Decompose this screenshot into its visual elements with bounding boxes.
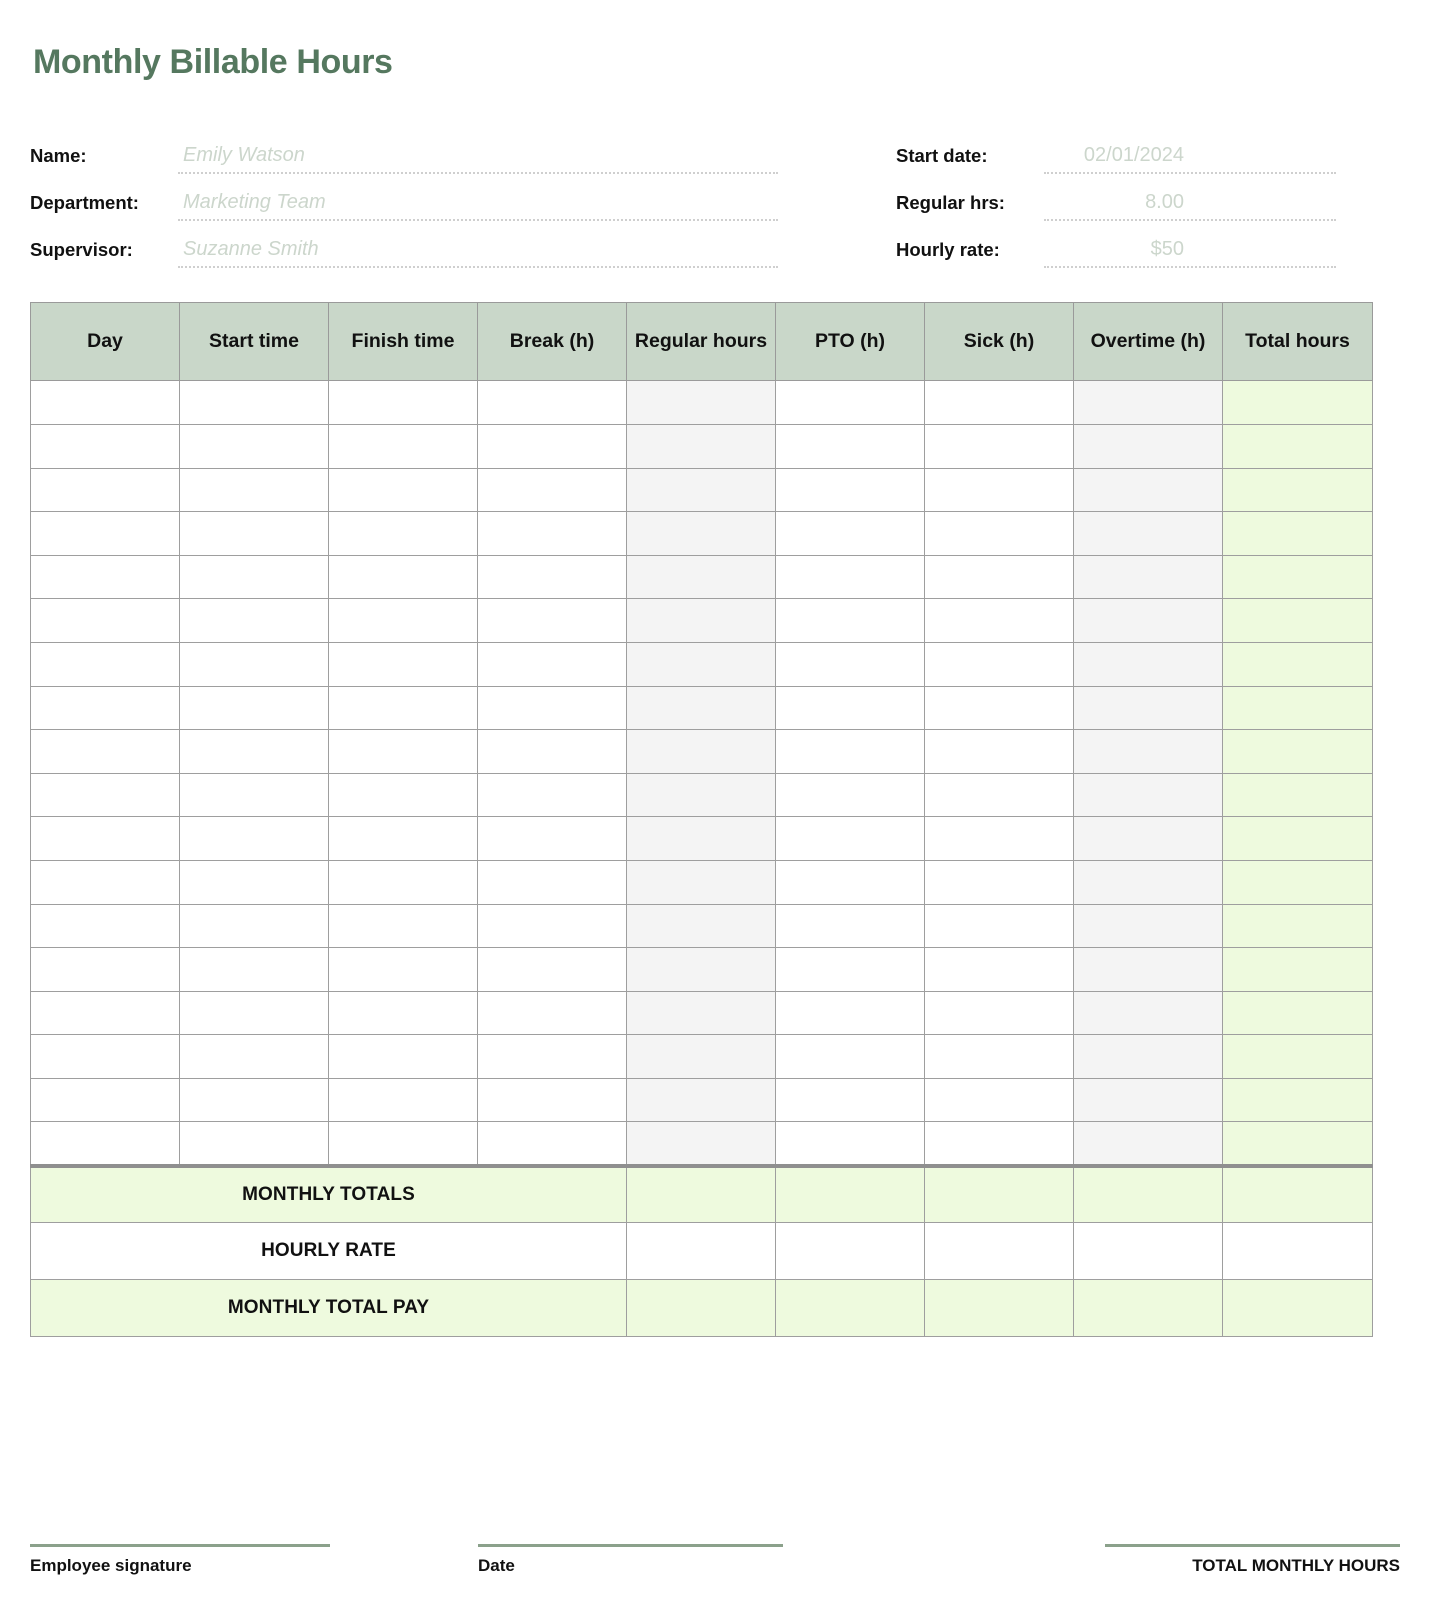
cell-finish-time[interactable] [329,599,478,643]
cell-overtime[interactable] [1074,642,1223,686]
summary-value-hourly-rate-sick[interactable] [925,1223,1074,1280]
cell-start-time[interactable] [180,860,329,904]
field-regular-hrs-label: Regular hrs: [896,192,1005,214]
cell-overtime[interactable] [1074,424,1223,468]
table-row [31,381,1373,425]
cell-day[interactable] [31,424,180,468]
cell-sick[interactable] [925,904,1074,948]
cell-break[interactable] [478,773,627,817]
employee-signature-block[interactable] [30,1544,330,1576]
table-row [31,904,1373,948]
table-row [31,730,1373,774]
table-row [31,948,1373,992]
cell-regular-hours[interactable] [627,817,776,861]
cell-overtime[interactable] [1074,1078,1223,1122]
summary-value-monthly-totals-total-hours[interactable] [1223,1166,1373,1223]
cell-day[interactable] [31,860,180,904]
field-supervisor-slot[interactable] [178,238,778,268]
cell-pto[interactable] [776,599,925,643]
cell-overtime[interactable] [1074,991,1223,1035]
cell-sick[interactable] [925,860,1074,904]
cell-day[interactable] [31,599,180,643]
cell-finish-time[interactable] [329,948,478,992]
employee-info-left-column [30,127,778,268]
summary-value-hourly-rate-total-hours[interactable] [1223,1223,1373,1280]
cell-break[interactable] [478,1078,627,1122]
cell-total-hours[interactable] [1223,1078,1373,1122]
field-regular-hrs-input[interactable]: 8.00 [1145,191,1184,214]
cell-break[interactable] [478,860,627,904]
field-department-slot[interactable] [178,191,778,221]
cell-sick[interactable] [925,512,1074,556]
cell-total-hours[interactable] [1223,642,1373,686]
cell-regular-hours[interactable] [627,1122,776,1166]
table-row [31,424,1373,468]
cell-start-time[interactable] [180,599,329,643]
summary-value-monthly-totals-sick[interactable] [925,1166,1074,1223]
employee-info-right-column [896,127,1336,268]
cell-finish-time[interactable] [329,773,478,817]
table-row [31,860,1373,904]
cell-sick[interactable] [925,773,1074,817]
field-hourly-rate-slot[interactable] [1044,238,1336,268]
cell-break[interactable] [478,1122,627,1166]
cell-break[interactable] [478,424,627,468]
cell-start-time[interactable] [180,555,329,599]
field-name[interactable] [30,127,778,174]
cell-sick[interactable] [925,686,1074,730]
cell-break[interactable] [478,599,627,643]
cell-total-hours[interactable] [1223,468,1373,512]
column-header-sick: Sick (h) [925,303,1074,381]
cell-day[interactable] [31,1122,180,1166]
cell-break[interactable] [478,948,627,992]
cell-pto[interactable] [776,1078,925,1122]
cell-overtime[interactable] [1074,468,1223,512]
field-department-input[interactable]: Marketing Team [183,191,326,214]
cell-overtime[interactable] [1074,599,1223,643]
cell-finish-time[interactable] [329,991,478,1035]
cell-pto[interactable] [776,904,925,948]
cell-start-time[interactable] [180,1078,329,1122]
cell-sick[interactable] [925,642,1074,686]
cell-break[interactable] [478,468,627,512]
summary-value-monthly-total-pay-sick[interactable] [925,1280,1074,1337]
field-regular-hrs-slot[interactable] [1044,191,1336,221]
field-department[interactable] [30,174,778,221]
field-supervisor-label: Supervisor: [30,239,133,261]
cell-pto[interactable] [776,860,925,904]
cell-total-hours[interactable] [1223,686,1373,730]
cell-regular-hours[interactable] [627,599,776,643]
summary-value-hourly-rate-regular-hours[interactable] [627,1223,776,1280]
cell-regular-hours[interactable] [627,381,776,425]
summary-label-monthly-total-pay: MONTHLY TOTAL PAY [31,1280,627,1337]
timesheet-table [30,302,1373,1337]
cell-finish-time[interactable] [329,642,478,686]
table-row [31,599,1373,643]
cell-start-time[interactable] [180,991,329,1035]
summary-value-monthly-total-pay-pto[interactable] [776,1280,925,1337]
cell-pto[interactable] [776,642,925,686]
cell-break[interactable] [478,904,627,948]
cell-day[interactable] [31,512,180,556]
summary-value-monthly-total-pay-regular-hours[interactable] [627,1280,776,1337]
cell-pto[interactable] [776,730,925,774]
cell-total-hours[interactable] [1223,773,1373,817]
cell-break[interactable] [478,991,627,1035]
cell-pto[interactable] [776,773,925,817]
cell-regular-hours[interactable] [627,773,776,817]
employee-signature-label: Employee signature [30,1556,192,1575]
cell-overtime[interactable] [1074,1122,1223,1166]
cell-overtime[interactable] [1074,948,1223,992]
column-header-start-time: Start time [180,303,329,381]
cell-break[interactable] [478,686,627,730]
summary-value-monthly-totals-regular-hours[interactable] [627,1166,776,1223]
summary-value-monthly-totals-overtime[interactable] [1074,1166,1223,1223]
cell-pto[interactable] [776,948,925,992]
table-row [31,1078,1373,1122]
cell-sick[interactable] [925,424,1074,468]
cell-total-hours[interactable] [1223,381,1373,425]
cell-regular-hours[interactable] [627,991,776,1035]
cell-day[interactable] [31,1035,180,1079]
column-header-day: Day [31,303,180,381]
table-row [31,555,1373,599]
cell-total-hours[interactable] [1223,1035,1373,1079]
field-name-input[interactable]: Emily Watson [183,144,305,167]
cell-pto[interactable] [776,1035,925,1079]
cell-break[interactable] [478,642,627,686]
cell-overtime[interactable] [1074,512,1223,556]
cell-start-time[interactable] [180,1122,329,1166]
cell-overtime[interactable] [1074,381,1223,425]
column-header-total-hours: Total hours [1223,303,1373,381]
summary-label-hourly-rate: HOURLY RATE [31,1223,627,1280]
field-supervisor[interactable] [30,221,778,268]
total-monthly-hours-label: TOTAL MONTHLY HOURS [1192,1556,1400,1575]
cell-start-time[interactable] [180,468,329,512]
cell-day[interactable] [31,991,180,1035]
cell-total-hours[interactable] [1223,948,1373,992]
column-header-finish-time: Finish time [329,303,478,381]
cell-finish-time[interactable] [329,468,478,512]
cell-start-time[interactable] [180,381,329,425]
field-hourly-rate-label: Hourly rate: [896,239,1000,261]
timesheet-body [31,381,1373,1337]
date-label: Date [478,1556,515,1575]
cell-total-hours[interactable] [1223,555,1373,599]
field-supervisor-input[interactable]: Suzanne Smith [183,238,319,261]
summary-label-monthly-totals: MONTHLY TOTALS [31,1166,627,1223]
cell-regular-hours[interactable] [627,730,776,774]
table-row [31,773,1373,817]
field-regular-hrs[interactable] [896,174,1336,221]
table-row [31,991,1373,1035]
cell-sick[interactable] [925,1035,1074,1079]
cell-total-hours[interactable] [1223,817,1373,861]
cell-overtime[interactable] [1074,730,1223,774]
column-header-break: Break (h) [478,303,627,381]
cell-start-time[interactable] [180,904,329,948]
cell-finish-time[interactable] [329,730,478,774]
cell-total-hours[interactable] [1223,991,1373,1035]
cell-finish-time[interactable] [329,686,478,730]
cell-sick[interactable] [925,468,1074,512]
cell-regular-hours[interactable] [627,686,776,730]
cell-sick[interactable] [925,730,1074,774]
cell-finish-time[interactable] [329,1035,478,1079]
cell-finish-time[interactable] [329,817,478,861]
cell-pto[interactable] [776,381,925,425]
cell-pto[interactable] [776,686,925,730]
cell-finish-time[interactable] [329,512,478,556]
date-signature-block[interactable] [478,1544,783,1576]
field-start-date[interactable] [896,127,1336,174]
cell-sick[interactable] [925,1122,1074,1166]
cell-day[interactable] [31,948,180,992]
table-row [31,1122,1373,1166]
column-header-overtime: Overtime (h) [1074,303,1223,381]
cell-day[interactable] [31,555,180,599]
cell-regular-hours[interactable] [627,860,776,904]
cell-total-hours[interactable] [1223,599,1373,643]
summary-value-monthly-total-pay-total-hours[interactable] [1223,1280,1373,1337]
cell-pto[interactable] [776,991,925,1035]
summary-row-monthly-total-pay [31,1280,1373,1337]
cell-day[interactable] [31,730,180,774]
cell-day[interactable] [31,1078,180,1122]
cell-finish-time[interactable] [329,555,478,599]
table-row [31,642,1373,686]
table-row [31,512,1373,556]
cell-finish-time[interactable] [329,1078,478,1122]
cell-total-hours[interactable] [1223,904,1373,948]
cell-finish-time[interactable] [329,860,478,904]
cell-total-hours[interactable] [1223,424,1373,468]
cell-sick[interactable] [925,817,1074,861]
total-monthly-hours-block[interactable] [1105,1544,1400,1576]
cell-break[interactable] [478,1035,627,1079]
summary-value-hourly-rate-pto[interactable] [776,1223,925,1280]
column-header-regular-hours: Regular hours [627,303,776,381]
cell-day[interactable] [31,642,180,686]
cell-start-time[interactable] [180,730,329,774]
cell-regular-hours[interactable] [627,948,776,992]
cell-regular-hours[interactable] [627,468,776,512]
cell-day[interactable] [31,817,180,861]
cell-break[interactable] [478,555,627,599]
cell-day[interactable] [31,904,180,948]
summary-row-monthly-totals [31,1166,1373,1223]
cell-start-time[interactable] [180,642,329,686]
cell-day[interactable] [31,686,180,730]
cell-sick[interactable] [925,599,1074,643]
table-row [31,468,1373,512]
table-row [31,817,1373,861]
field-start-date-label: Start date: [896,145,988,167]
field-hourly-rate-input[interactable]: $50 [1150,238,1184,261]
cell-pto[interactable] [776,512,925,556]
summary-value-hourly-rate-overtime[interactable] [1074,1223,1223,1280]
cell-finish-time[interactable] [329,904,478,948]
cell-start-time[interactable] [180,424,329,468]
field-name-label: Name: [30,145,87,167]
cell-total-hours[interactable] [1223,1122,1373,1166]
cell-sick[interactable] [925,381,1074,425]
cell-pto[interactable] [776,1122,925,1166]
cell-overtime[interactable] [1074,1035,1223,1079]
cell-sick[interactable] [925,555,1074,599]
cell-finish-time[interactable] [329,1122,478,1166]
cell-sick[interactable] [925,1078,1074,1122]
cell-day[interactable] [31,381,180,425]
field-hourly-rate[interactable] [896,221,1336,268]
cell-finish-time[interactable] [329,381,478,425]
cell-regular-hours[interactable] [627,555,776,599]
cell-pto[interactable] [776,468,925,512]
employee-info-section [30,127,1400,268]
summary-value-monthly-total-pay-overtime[interactable] [1074,1280,1223,1337]
cell-finish-time[interactable] [329,424,478,468]
cell-sick[interactable] [925,948,1074,992]
table-row [31,686,1373,730]
cell-start-time[interactable] [180,1035,329,1079]
cell-overtime[interactable] [1074,904,1223,948]
cell-overtime[interactable] [1074,555,1223,599]
cell-day[interactable] [31,773,180,817]
table-row [31,1035,1373,1079]
cell-overtime[interactable] [1074,817,1223,861]
cell-start-time[interactable] [180,817,329,861]
summary-value-monthly-totals-pto[interactable] [776,1166,925,1223]
cell-pto[interactable] [776,555,925,599]
cell-regular-hours[interactable] [627,642,776,686]
cell-break[interactable] [478,381,627,425]
signature-footer [30,1544,1400,1576]
cell-break[interactable] [478,512,627,556]
cell-overtime[interactable] [1074,773,1223,817]
cell-break[interactable] [478,817,627,861]
cell-regular-hours[interactable] [627,1078,776,1122]
cell-overtime[interactable] [1074,686,1223,730]
summary-row-hourly-rate [31,1223,1373,1280]
cell-total-hours[interactable] [1223,860,1373,904]
field-name-slot[interactable] [178,144,778,174]
cell-start-time[interactable] [180,948,329,992]
cell-total-hours[interactable] [1223,730,1373,774]
cell-start-time[interactable] [180,686,329,730]
timesheet-header-row [31,303,1373,381]
cell-regular-hours[interactable] [627,424,776,468]
cell-pto[interactable] [776,817,925,861]
cell-pto[interactable] [776,424,925,468]
cell-regular-hours[interactable] [627,512,776,556]
column-header-pto: PTO (h) [776,303,925,381]
cell-break[interactable] [478,730,627,774]
cell-total-hours[interactable] [1223,512,1373,556]
field-start-date-input[interactable]: 02/01/2024 [1083,144,1184,167]
cell-sick[interactable] [925,991,1074,1035]
cell-regular-hours[interactable] [627,904,776,948]
cell-regular-hours[interactable] [627,1035,776,1079]
field-start-date-slot[interactable] [1044,144,1336,174]
cell-start-time[interactable] [180,512,329,556]
cell-start-time[interactable] [180,773,329,817]
cell-overtime[interactable] [1074,860,1223,904]
cell-day[interactable] [31,468,180,512]
page-title: Monthly Billable Hours [33,43,393,81]
field-department-label: Department: [30,192,139,214]
